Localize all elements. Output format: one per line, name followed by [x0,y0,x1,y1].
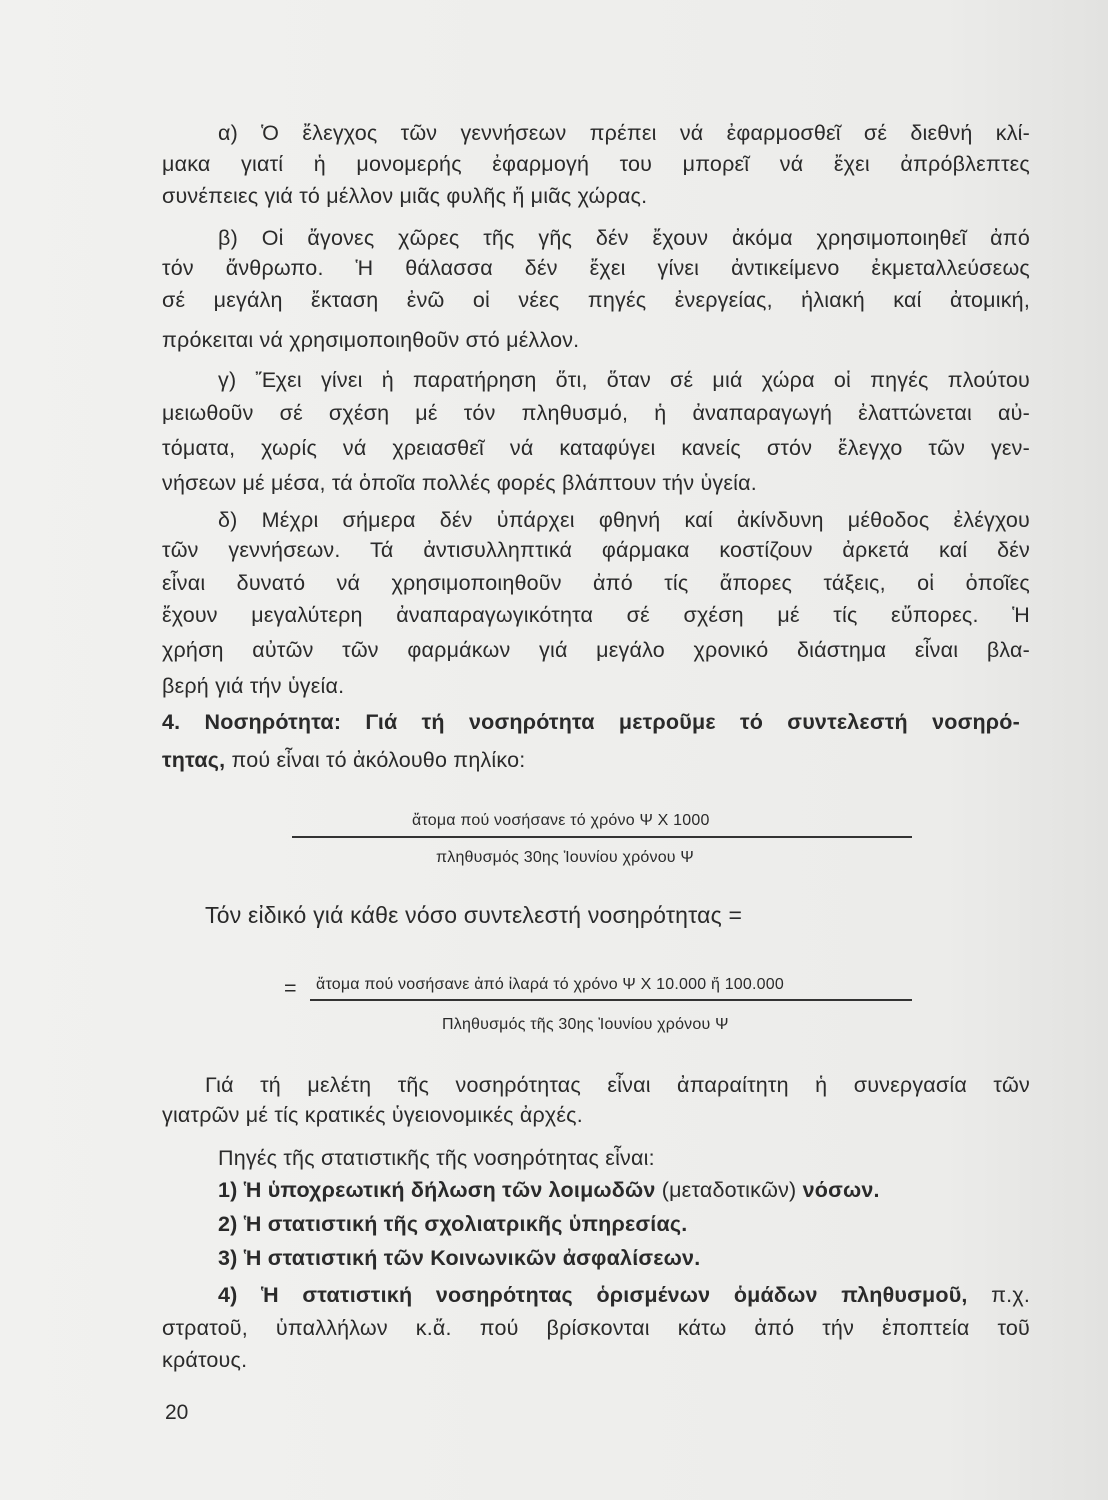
text-span: δ) Μέχρι σήμερα δέν ὑπάρχει φθηνή καί ἀκίνδυνη μέθοδος ἐλέγχου [218,508,1030,532]
text-line [162,151,1030,177]
text-span: στρατοῦ, ὑπαλλήλων κ.ἄ. πού βρίσκονται κάτω ἀπό τήν ἐποπτεία τοῦ [162,1316,1030,1340]
page-number: 20 [165,1401,189,1424]
text-line [205,902,742,928]
bold-text: 4. Νοσηρότητα: Γιά τή νοσηρότητα μετροῦμε τό συντελεστή νοσηρό- [162,710,1020,734]
text-span: (μεταδοτικῶν) [655,1178,803,1202]
bold-text: τητας, [162,748,226,772]
text-span: β) Οἱ ἄγονες χῶρες τῆς γῆς δέν ἔχουν ἀκόμα χρησιμοποιηθεῖ ἀπό [218,226,1030,250]
text-line [162,183,647,209]
text-span: σέ μεγάλη ἔκταση ἐνῶ οἱ νέες πηγές ἐνεργείας, ἡλιακή καί ἀτομική, [162,288,1030,312]
text-span: γ) Ἔχει γίνει ἡ παρατήρηση ὅτι, ὅταν σέ μιά χώρα οἱ πηγές πλούτου [218,368,1030,392]
text-line [162,570,1030,596]
text-span: α) Ὁ ἔλεγχος τῶν γεννήσεων πρέπει νά ἐφαρμοσθεῖ σέ διεθνή κλί- [218,121,1030,145]
text-span: κράτους. [162,1348,248,1372]
text-span: τόν ἄνθρωπο. Ἡ θάλασσα δέν ἔχει γίνει ἀντικείμενο ἐκμεταλλεύσεως [162,256,1030,280]
text-span: ἔχουν μεγαλύτερη ἀναπαραγωγικότητα σέ σχέση μέ τίς εὔπορες. Ἡ [162,603,1030,627]
text-span: γιατρῶν μέ τίς κρατικές ὑγειονομικές ἀρχές. [162,1103,583,1127]
text-line [162,327,579,353]
text-line [162,1315,1030,1341]
formula2-equals: = [284,976,297,1000]
text-line [162,602,1030,628]
text-line [162,637,1030,663]
text-line [205,1072,1030,1098]
text-line [162,400,1030,426]
text-line [162,255,1030,281]
text-span: χρήση αὐτῶν τῶν φαρμάκων γιά μεγάλο χρονικό διάστημα εἶναι βλα- [162,638,1030,662]
text-span: πού εἶναι τό ἀκόλουθο πηλίκο: [225,748,526,772]
text-line [162,1347,247,1373]
text-line [218,507,1030,533]
text-span: μακα γιατί ἡ μονομερής ἐφαρμογή του μπορεῖ νά ἔχει ἀπρόβλεπτες [162,152,1030,176]
fraction-bar [292,836,912,838]
text-line [218,1245,700,1271]
text-line [218,1145,655,1171]
bold-text: 2) Ἡ στατιστική τῆς σχολιατρικῆς ὑπηρεσίας. [218,1212,688,1236]
text-line [162,537,1030,563]
text-span: βερή γιά τήν ὑγεία. [162,674,345,698]
text-line [218,225,1030,251]
formula2-numerator: ἄτομα πού νοσήσανε ἀπό ἰλαρά τό χρόνο Ψ Χ 10.000 ἤ 100.000 [316,976,784,993]
bold-text: 1) Ἡ ὑποχρεωτική δήλωση τῶν λοιμωδῶν [218,1178,656,1202]
text-span: τόματα, χωρίς νά χρειασθεῖ νά καταφύγει κανείς στόν ἔλεγχο τῶν γεν- [162,436,1030,460]
text-line [218,1211,687,1237]
bold-text: 3) Ἡ στατιστική τῶν Κοινωνικῶν ἀσφαλίσεων. [218,1246,701,1270]
text-span: νήσεων μέ μέσα, τά ὁποῖα πολλές φορές βλάπτουν τήν ὑγεία. [162,471,757,495]
text-line [218,367,1030,393]
fraction-bar [310,999,912,1001]
formula1-denominator: πληθυσμός 30ης Ἰουνίου χρόνου Ψ [436,849,694,866]
bold-text: νόσων. [802,1178,880,1202]
text-line [162,747,525,773]
text-span: π.χ. [967,1283,1030,1307]
bold-text: 4) Ἡ στατιστική νοσηρότητας ὁρισμένων ὁμάδων πληθυσμοῦ, [218,1283,968,1307]
text-line [218,120,1030,146]
text-line [218,1282,1030,1308]
text-span: εἶναι δυνατό νά χρησιμοποιηθοῦν ἀπό τίς ἄπορες τάξεις, οἱ ὁποῖες [162,571,1030,595]
text-span: μειωθοῦν σέ σχέση μέ τόν πληθυσμό, ἡ ἀναπαραγωγή ἐλαττώνεται αὐ- [162,401,1030,425]
text-span: Τόν εἰδικό γιά κάθε νόσο συντελεστή νοσηρότητας = [205,902,743,928]
text-span: πρόκειται νά χρησιμοποιηθοῦν στό μέλλον. [162,328,580,352]
formula1-numerator: ἄτομα πού νοσήσανε τό χρόνο Ψ Χ 1000 [412,812,710,829]
text-span: τῶν γεννήσεων. Τά ἀντισυλληπτικά φάρμακα κοστίζουν ἀρκετά καί δέν [162,538,1030,562]
text-line [162,1102,583,1128]
text-line [162,673,344,699]
text-line [162,470,757,496]
formula2-denominator: Πληθυσμός τῆς 30ης Ἰουνίου χρόνου Ψ [442,1016,729,1033]
text-line [162,287,1030,313]
text-line [218,1177,880,1203]
text-span: Γιά τή μελέτη τῆς νοσηρότητας εἶναι ἀπαραίτητη ἡ συνεργασία τῶν [205,1073,1030,1097]
text-span: Πηγές τῆς στατιστικῆς τῆς νοσηρότητας εἶναι: [218,1146,655,1170]
text-line [162,435,1030,461]
text-span: συνέπειες γιά τό μέλλον μιᾶς φυλῆς ἤ μιᾶς χώρας. [162,184,648,208]
text-line [162,709,1020,735]
